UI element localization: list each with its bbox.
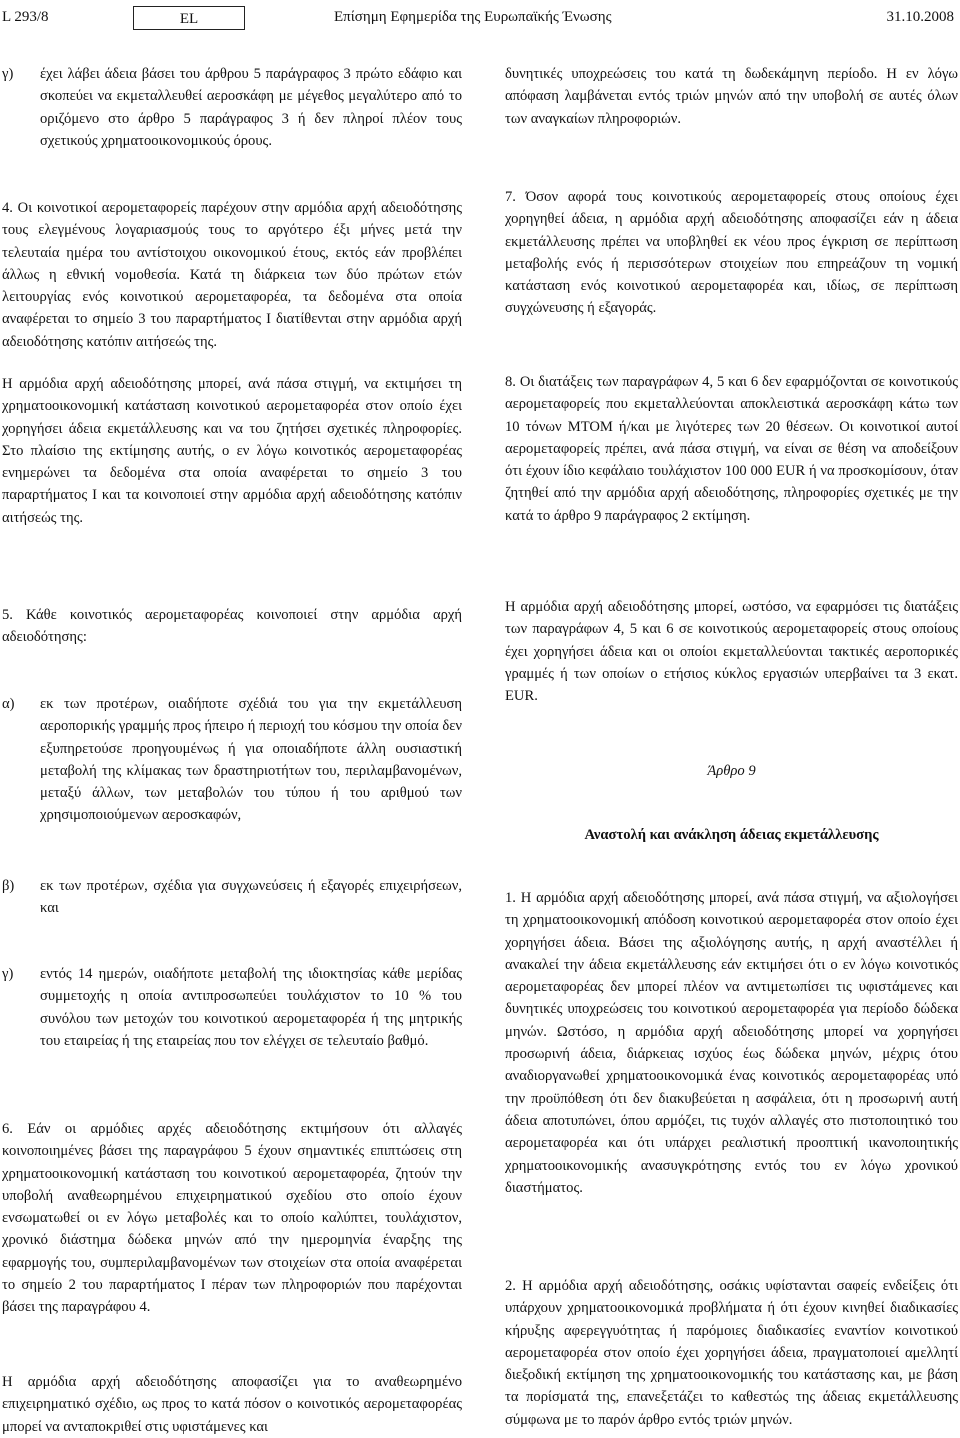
article-9-paragraph-2: 2. Η αρμόδια αρχή αδειοδότησης, οσάκις υφίστανται σαφείς ενδείξεις ότι υπάρχουν χρηματοοικονομικά προβλήματα ή ότι έχουν κινηθεί διαδικασίες κήρυξης αφερεγγυότητας ή παρόμοιες διαδικασίες εναντίον κοινοτικού αερομεταφορέα στον οποίο έχει χορηγήσει άδεια, πραγματοποιεί αμελλητί διεξοδική εκτίμηση της χρηματοοικονομικής του κατάστασης και, με βάση τα πορίσματά της, επανεξετάζει το καθεστώς της άδειας εκμετάλλευσης σύμφωνα με το παρόν άρθρο εντός τριών μηνών. bbox=[505, 1278, 958, 1428]
article-number: Άρθρο 9 bbox=[707, 763, 756, 779]
page-header bbox=[0, 6, 960, 30]
point-marker: γ) bbox=[2, 66, 14, 82]
paragraph-6-end: δυνητικές υποχρεώσεις του κατά τη δωδεκάμηνη περίοδο. Η εν λόγω απόφαση λαμβάνεται εντός τριών μηνών από την υποβολή σε αυτές όλων των αναγκαίων πληροφοριών. bbox=[505, 66, 958, 127]
point-marker: γ) bbox=[2, 966, 14, 982]
point-text: έχει λάβει άδεια βάσει του άρθρου 5 παράγραφος 3 πρώτο εδάφιο και σκοπεύει να εκμεταλλευθεί αεροσκάφη με μέγεθος μεγαλύτερο από το οριζόμενο στο άρθρο 5 παράγραφος 3 ή δεν πληροί πλέον τους σχετικούς χρηματοοικονομικούς όρους. bbox=[40, 66, 462, 149]
point-marker: β) bbox=[2, 878, 15, 894]
point-g-second bbox=[2, 963, 462, 1052]
point-b bbox=[2, 875, 462, 920]
article-title: Αναστολή και ανάκληση άδειας εκμετάλλευσης bbox=[584, 827, 879, 843]
paragraph-7: 7. Όσον αφορά τους κοινοτικούς αερομεταφορείς στους οποίους έχει χορηγηθεί άδεια, η αρμόδια αρχή αδειοδότησης αποφασίζει εάν η άδεια εκμετάλλευσης πρέπει να υποβληθεί εκ νέου προς έγκριση σε περίπτωση μεταβολής ενός ή περισσότερων στοιχείων που επηρεάζουν τη νομική κατάσταση ενός κοινοτικού αερομεταφορέα και, ιδίως, σε περίπτωση συγχώνευσης ή εξαγοράς. bbox=[505, 189, 958, 317]
journal-title: Επίσημη Εφημερίδα της Ευρωπαϊκής Ένωσης bbox=[334, 9, 612, 25]
point-marker: α) bbox=[2, 696, 15, 712]
page-number: L 293/8 bbox=[2, 9, 49, 25]
publication-date: 31.10.2008 bbox=[886, 9, 954, 25]
language-code: EL bbox=[133, 6, 245, 30]
paragraph-6: 6. Εάν οι αρμόδιες αρχές αδειοδότησης εκτιμήσουν ότι αλλαγές κοινοποιημένες βάσει της παραγράφου 5 έχουν σημαντικές επιπτώσεις στη χρηματοοικονομική κατάσταση του κοινοτικού αερομεταφορέα, ζητούν την υποβολή αναθεωρημένου επιχειρηματικού σχεδίου στο οποίο έχουν ενσωματωθεί οι εν λόγω μεταβολές και το οποίο καλύπτει, τουλάχιστον, χρονικό διάστημα δώδεκα μηνών από την ημερομηνία έναρξης της εφαρμογής του, συμπεριλαμβανομένων των στοιχείων στα οποία αναφέρεται το σημείο 2 του παραρτήματος I πέραν των πληροφοριών που παρέχονται βάσει της παραγράφου 4. bbox=[2, 1121, 462, 1316]
point-text: εντός 14 ημερών, οιαδήποτε μεταβολή της ιδιοκτησίας κάθε μερίδας συμμετοχής η οποία αντιπροσωπεύει τουλάχιστον το 10 % του συνόλου των μετοχών του κοινοτικού αερομεταφορέα ή της μητρικής του εταιρείας ή της εταιρείας που τον ελέγχει σε τελευταίο βαθμό. bbox=[40, 966, 462, 1049]
paragraph-8: 8. Οι διατάξεις των παραγράφων 4, 5 και 6 δεν εφαρμόζονται σε κοινοτικούς αερομεταφορείς που εκμεταλλεύονται αποκλειστικά αεροσκάφη κάτω των 10 τόνων MTOM ή/και με λιγότερες των 20 θέσεων. Οι κοινοτικοί αυτοί αερομεταφορείς πρέπει, ανά πάσα στιγμή, να είναι σε θέση να αποδείξουν ότι έχουν ίδιο κεφάλαιο τουλάχιστον 100 000 EUR ή να προσκομίσουν, όταν ζητηθεί από την αρμόδια αρχή αδειοδότησης, πληροφορίες σχετικές με την κατά το άρθρο 9 παράγραφος 2 εκτίμηση. bbox=[505, 374, 958, 524]
point-text: εκ των προτέρων, σχέδια για συγχωνεύσεις ή εξαγορές επιχειρήσεων, και bbox=[40, 878, 462, 917]
article-9-paragraph-1: 1. Η αρμόδια αρχή αδειοδότησης μπορεί, ανά πάσα στιγμή, να αξιολογήσει τη χρηματοοικονομική απόδοση κοινοτικού αερομεταφορέα στον οποίο έχει χορηγήσει άδεια. Βάσει της αξιολόγησης αυτής, η αρχή αναστέλλει ή ανακαλεί την άδεια εκμετάλλευσης εάν εκτιμήσει ότι ο εν λόγω κοινοτικός αερομεταφορέας δεν μπορεί πλέον να αντιμετωπίσει τις υφιστάμενες και δυνητικές υποχρεώσεις του κοινοτικού αερομεταφορέα για περίοδο δώδεκα μηνών. Ωστόσο, η αρμόδια αρχή αδειοδότησης μπορεί να χορηγήσει προσωρινή άδεια, διάρκειας ισχύος έως δώδεκα μηνών, μέχρις ότου αναδιοργανωθεί χρηματοοικονομικά ένας κοινοτικός αερομεταφορέας υπό την προϋπόθεση ότι δεν διακυβεύεται η ασφάλεια, ότι η προσωρινή αυτή άδεια αποτυπώνει, όπου αρμόζει, τις τυχόν αλλαγές στο πιστοποιητικό του αερομεταφορέα και ότι υπάρχει ρεαλιστική προοπτική ικανοποιητικής χρηματοοικονομικής ανασυγκρότησης εντός του εν λόγω χρονικού διαστήματος. bbox=[505, 890, 958, 1196]
paragraph-4: 4. Οι κοινοτικοί αερομεταφορείς παρέχουν στην αρμόδια αρχή αδειοδότησης τους ελεγμένους λογαριασμούς τους το αργότερο έξι μήνες μετά την τελευταία ημέρα του αντίστοιχου οικονομικού έτους, εκτός εάν προβλέπει άλλως η εθνική νομοθεσία. Κατά τη διάρκεια των δύο πρώτων ετών λειτουργίας ενός κοινοτικού αερομεταφορέα, τα δεδομένα στα οποία αναφέρεται το σημείο 3 του παραρτήματος I διατίθενται στην αρμόδια αρχή αδειοδότησης κατόπιν αιτήσεώς της. bbox=[2, 200, 462, 350]
point-g-first bbox=[2, 63, 462, 152]
point-a bbox=[2, 693, 462, 827]
paragraph-5: 5. Κάθε κοινοτικός αερομεταφορέας κοινοποιεί στην αρμόδια αρχή αδειοδότησης: bbox=[2, 607, 462, 646]
paragraph-6-continued: Η αρμόδια αρχή αδειοδότησης αποφασίζει για το αναθεωρημένο επιχειρηματικό σχέδιο, ως προς το κατά πόσον ο κοινοτικός αερομεταφορέας μπορεί να ανταποκριθεί στις υφιστάμενες και bbox=[2, 1374, 462, 1435]
paragraph-4-continued: Η αρμόδια αρχή αδειοδότησης μπορεί, ανά πάσα στιγμή, να εκτιμήσει τη χρηματοοικονομική κατάσταση κοινοτικού αερομεταφορέα στον οποίο έχει χορηγήσει άδεια εκμετάλλευσης και να του ζητήσει σχετικές πληροφορίες. Στο πλαίσιο της εκτίμησης αυτής, ο εν λόγω κοινοτικός αερομεταφορέας ενημερώνει τα δεδομένα στα οποία αναφέρεται το σημείο 3 του παραρτήματος I και τα κοινοποιεί στην αρμόδια αρχή αδειοδότησης κατόπιν αιτήσεώς της. bbox=[2, 376, 462, 526]
paragraph-8-continued: Η αρμόδια αρχή αδειοδότησης μπορεί, ωστόσο, να εφαρμόσει τις διατάξεις των παραγράφων 4, 5 και 6 σε κοινοτικούς αερομεταφορείς στους οποίους έχει χορηγήσει άδεια και οι οποίοι εκμεταλλεύονται τακτικές αεροπορικές γραμμές ή των οποίων ο ετήσιος κύκλος εργασιών υπερβαίνει τα 3 εκατ. EUR. bbox=[505, 599, 958, 705]
point-text: εκ των προτέρων, οιαδήποτε σχέδιά του για την εκμετάλλευση αεροπορικής γραμμής προς ήπειρο ή περιοχή του κόσμου την οποία δεν εξυπηρετούσε προηγουμένως ή για οποιαδήποτε άλλη ουσιαστική μεταβολή της κλίμακας των δραστηριοτήτων του, περιλαμβανομένων, μεταξύ άλλων, των μεταβολών του τύπου ή του αριθμού των χρησιμοποιούμενων αεροσκαφών, bbox=[40, 696, 462, 824]
